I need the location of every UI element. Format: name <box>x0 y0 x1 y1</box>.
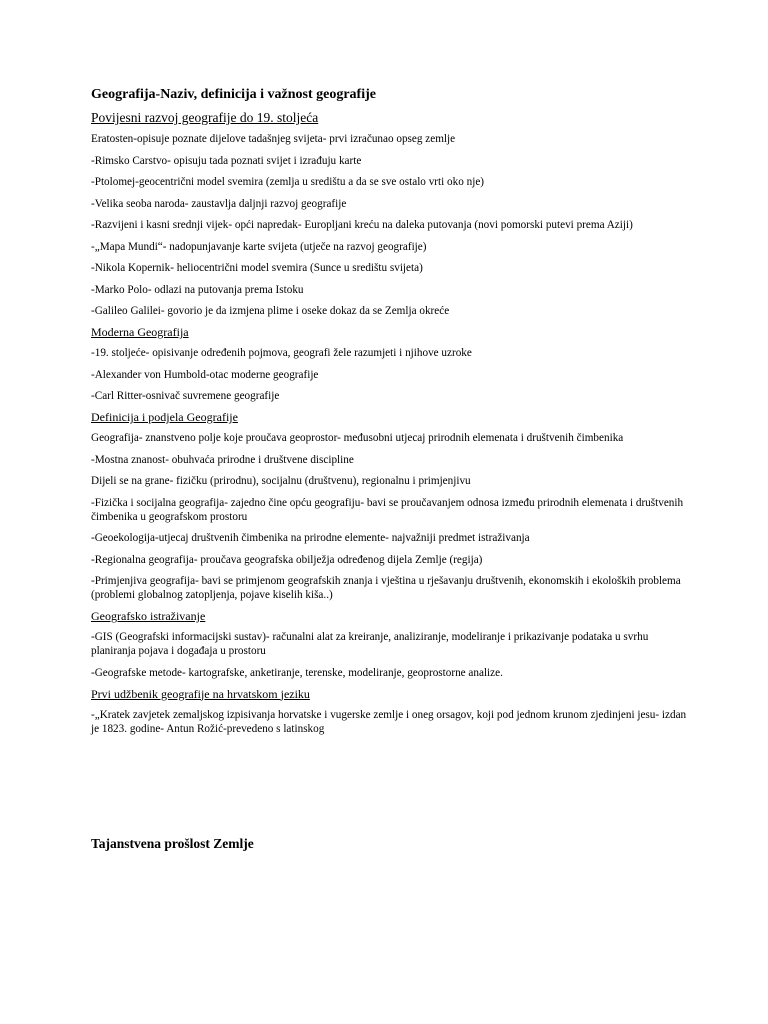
page-spacer <box>91 743 691 835</box>
paragraph: -Velika seoba naroda- zaustavlja daljnji razvoj geografije <box>91 197 347 210</box>
paragraph: Geografija- znanstveno polje koje proučava geoprostor- međusobni utjecaj prirodnih elemenata i društvenih čimbenika <box>91 432 624 444</box>
paragraph: -„Kratek zavjetek zemaljskog izpisivanja horvatske i vugerske zemlje i oneg orsagov, koji pod jednom krunom zjedinjeni jesu- izdan je 1823. godine- Antun Rožić-prevedeno s latinskog <box>91 708 687 735</box>
section-heading: Moderna Geografija <box>91 325 189 339</box>
section-heading: Povijesni razvoj geografije do 19. stoljeća <box>91 110 319 125</box>
paragraph: -„Mapa Mundi“- nadopunjavanje karte svijeta (utječe na razvoj geografije) <box>91 240 427 253</box>
paragraph: -Razvijeni i kasni srednji vijek- opći napredak- Europljani kreću na daleka putovanja (novi pomorski putevi prema Aziji) <box>91 219 633 231</box>
paragraph: -Marko Polo- odlazi na putovanja prema Istoku <box>91 283 304 296</box>
paragraph: -Regionalna geografija- proučava geografska obilježja određenog dijela Zemlje (regija) <box>91 553 483 566</box>
paragraph: -Galileo Galilei- govorio je da izmjena plime i oseke dokaz da se Zemlja okreće <box>91 305 450 317</box>
paragraph: -Mostna znanost- obuhvaća prirodne i društvene discipline <box>91 453 354 466</box>
paragraph: -19. stoljeće- opisivanje određenih pojmova, geografi žele razumjeti i njihove uzroke <box>91 347 472 359</box>
paragraph: -Alexander von Humbold-otac moderne geografije <box>91 368 319 381</box>
document-title: Geografija-Naziv, definicija i važnost geografije <box>91 87 376 102</box>
paragraph: -Fizička i socijalna geografija- zajedno čine opću geografiju- bavi se proučavanjem odnosa između prirodnih elemenata i društvenih čimbenika u geografskom prostoru <box>91 496 684 523</box>
paragraph: -Geoekologija-utjecaj društvenih čimbenika na prirodne elemente- najvažniji predmet istraživanja <box>91 532 530 544</box>
paragraph: -Nikola Kopernik- heliocentrični model svemira (Sunce u središtu svijeta) <box>91 262 423 274</box>
paragraph: -GIS (Geografski informacijski sustav)- računalni alat za kreiranje, analiziranje, modeliranje i prikazivanje podataka u svrhu planiranja pojava i događaja u prostoru <box>91 631 649 657</box>
paragraph: -Primjenjiva geografija- bavi se primjenom geografskih znanja i vještina u rješavanju društvenih, ekonomskih i ekoloških problema (problemi globalnog zatopljenja, pojave kiselih kiša..) <box>91 575 681 601</box>
paragraph: Eratosten-opisuje poznate dijelove tadašnjeg svijeta- prvi izračunao opseg zemlje <box>91 133 456 145</box>
paragraph: Dijeli se na grane- fizičku (prirodnu), socijalnu (društvenu), regionalnu i primjenjivu <box>91 475 471 487</box>
section-heading: Definicija i podjela Geografije <box>91 410 238 424</box>
paragraph: -Rimsko Carstvo- opisuju tada poznati svijet i izrađuju karte <box>91 154 362 167</box>
document-page <box>91 86 691 852</box>
paragraph: -Ptolomej-geocentrični model svemira (zemlja u središtu a da se sve ostalo vrti oko nje) <box>91 176 485 188</box>
next-chapter-title: Tajanstvena prošlost Zemlje <box>91 836 254 851</box>
section-heading: Geografsko istraživanje <box>91 609 206 623</box>
section-heading: Prvi udžbenik geografije na hrvatskom jeziku <box>91 686 310 701</box>
paragraph: -Carl Ritter-osnivač suvremene geografije <box>91 390 280 402</box>
paragraph: -Geografske metode- kartografske, anketiranje, terenske, modeliranje, geoprostorne analize. <box>91 666 503 679</box>
